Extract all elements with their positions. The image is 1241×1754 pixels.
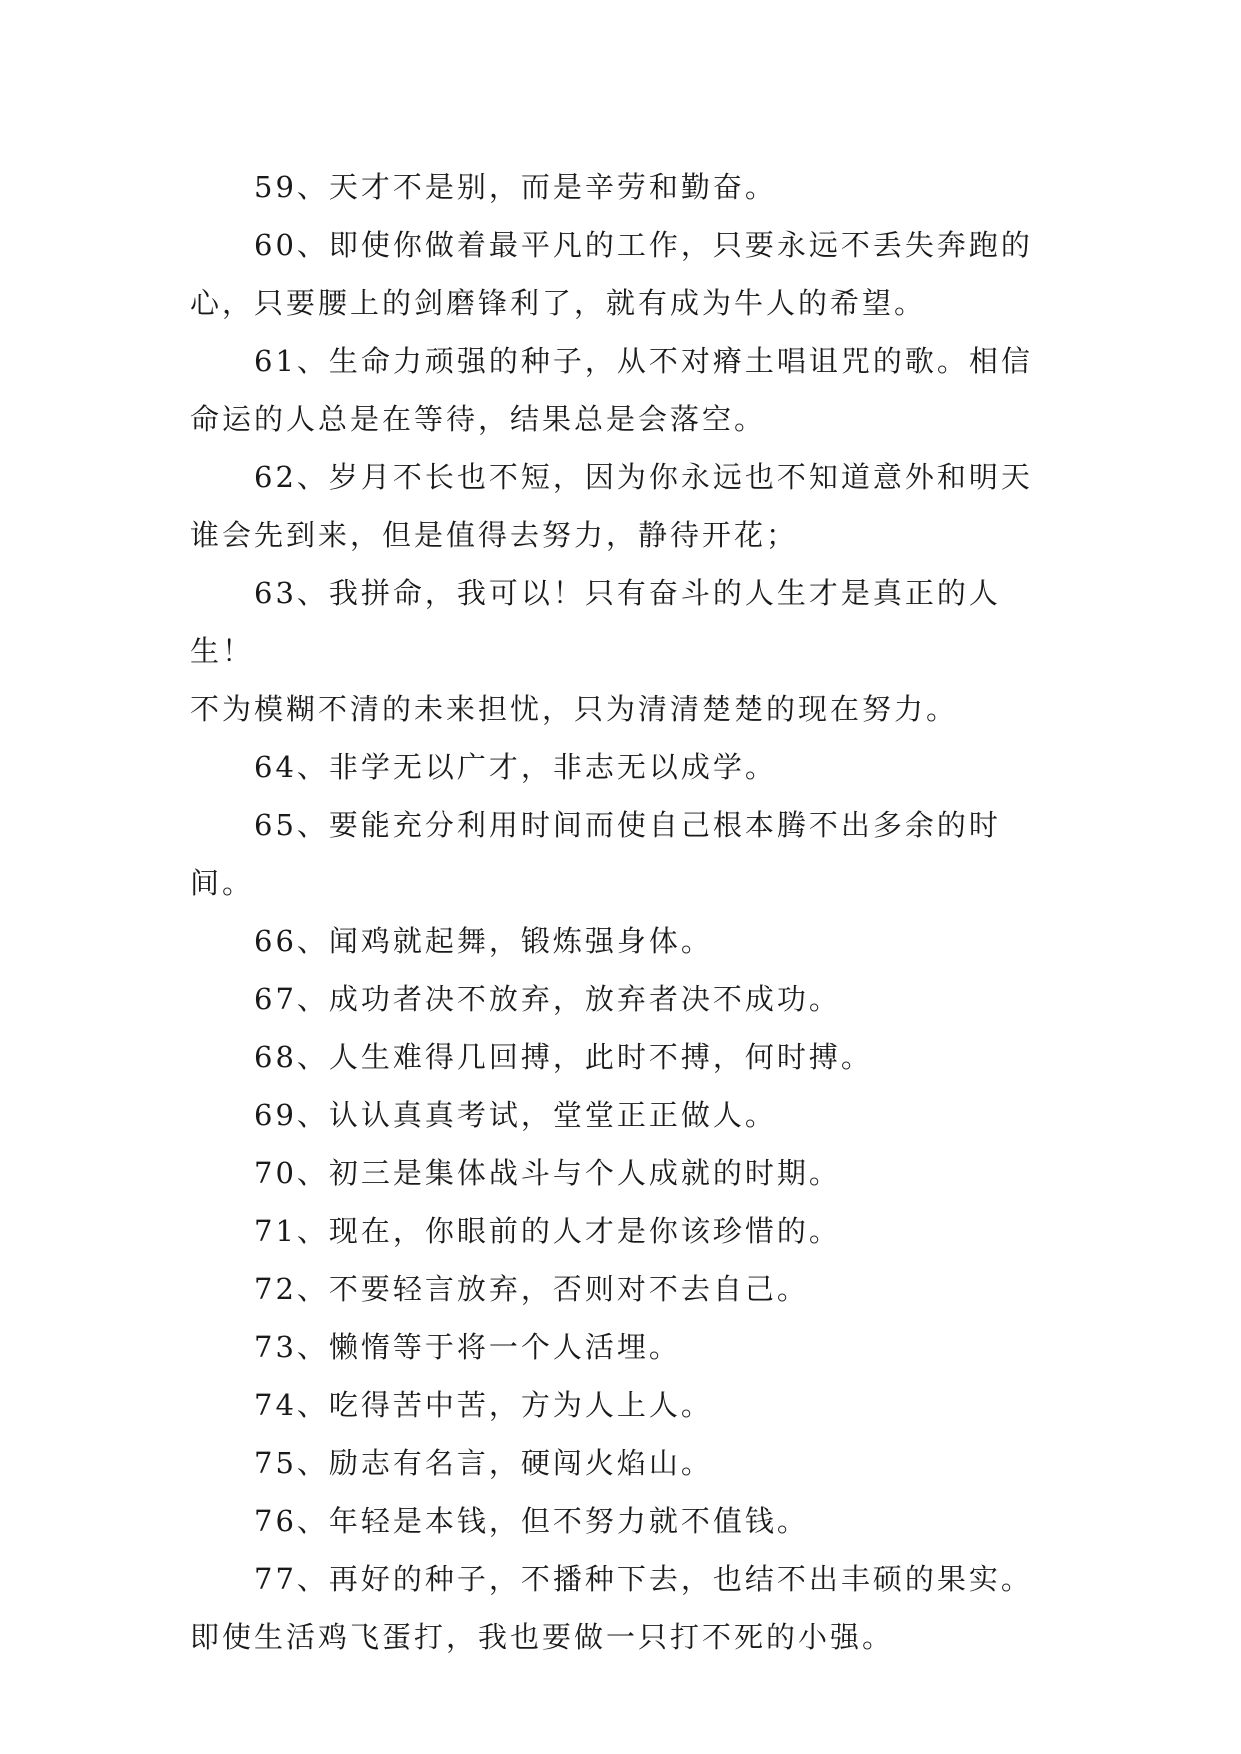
paragraph-68: [190, 1028, 1050, 1086]
paragraph-71: [190, 1202, 1050, 1260]
paragraph-line: 60、即使你做着最平凡的工作，只要永远不丢失奔跑的: [254, 228, 1033, 262]
paragraph-line: 73、懒惰等于将一个人活埋。: [254, 1330, 681, 1364]
paragraph-line: 不为模糊不清的未来担忧，只为清清楚楚的现在努力。: [190, 692, 959, 726]
paragraph-65: [190, 796, 1050, 912]
paragraph-line: 71、现在，你眼前的人才是你该珍惜的。: [254, 1214, 841, 1248]
paragraph-line: 72、不要轻言放弃，否则对不去自己。: [254, 1272, 809, 1306]
paragraph-line: 69、认认真真考试，堂堂正正做人。: [254, 1098, 777, 1132]
paragraph-line: 68、人生难得几回搏，此时不搏，何时搏。: [254, 1040, 873, 1074]
paragraph-line: 70、初三是集体战斗与个人成就的时期。: [254, 1156, 841, 1190]
paragraph-line: 谁会先到来，但是值得去努力，静待开花；: [190, 518, 799, 552]
paragraph-line: 77、再好的种子，不播种下去，也结不出丰硕的果实。: [254, 1562, 1033, 1596]
paragraph-67: [190, 970, 1050, 1028]
paragraph-74: [190, 1376, 1050, 1434]
paragraph-line: 61、生命力顽强的种子，从不对瘠土唱诅咒的歌。相信: [254, 344, 1033, 378]
paragraph-72: [190, 1260, 1050, 1318]
paragraph-59: [190, 158, 1050, 216]
paragraph-line: 命运的人总是在等待，结果总是会落空。: [190, 402, 767, 436]
paragraph-69: [190, 1086, 1050, 1144]
paragraph-63: [190, 564, 1050, 738]
paragraph-60: [190, 216, 1050, 332]
paragraph-line: 心，只要腰上的剑磨锋利了，就有成为牛人的希望。: [190, 286, 927, 320]
paragraph-line: 76、年轻是本钱，但不努力就不值钱。: [254, 1504, 809, 1538]
paragraph-66: [190, 912, 1050, 970]
paragraph-line: 即使生活鸡飞蛋打，我也要做一只打不死的小强。: [190, 1620, 895, 1654]
paragraph-77: [190, 1550, 1050, 1666]
paragraph-line: 66、闻鸡就起舞，锻炼强身体。: [254, 924, 713, 958]
paragraph-76: [190, 1492, 1050, 1550]
paragraph-line: 75、励志有名言，硬闯火焰山。: [254, 1446, 713, 1480]
paragraph-line: 64、非学无以广才，非志无以成学。: [254, 750, 777, 784]
paragraph-64: [190, 738, 1050, 796]
paragraph-61: [190, 332, 1050, 448]
paragraph-75: [190, 1434, 1050, 1492]
document-body: [190, 158, 1050, 1666]
paragraph-line: 63、我拼命，我可以！只有奋斗的人生才是真正的人生！: [190, 576, 1001, 668]
paragraph-line: 59、天才不是别，而是辛劳和勤奋。: [254, 170, 777, 204]
paragraph-line: 65、要能充分利用时间而使自己根本腾不出多余的时间。: [190, 808, 1001, 900]
paragraph-62: [190, 448, 1050, 564]
paragraph-line: 67、成功者决不放弃，放弃者决不成功。: [254, 982, 841, 1016]
paragraph-73: [190, 1318, 1050, 1376]
paragraph-70: [190, 1144, 1050, 1202]
paragraph-line: 62、岁月不长也不短，因为你永远也不知道意外和明天: [254, 460, 1033, 494]
paragraph-line: 74、吃得苦中苦，方为人上人。: [254, 1388, 713, 1422]
